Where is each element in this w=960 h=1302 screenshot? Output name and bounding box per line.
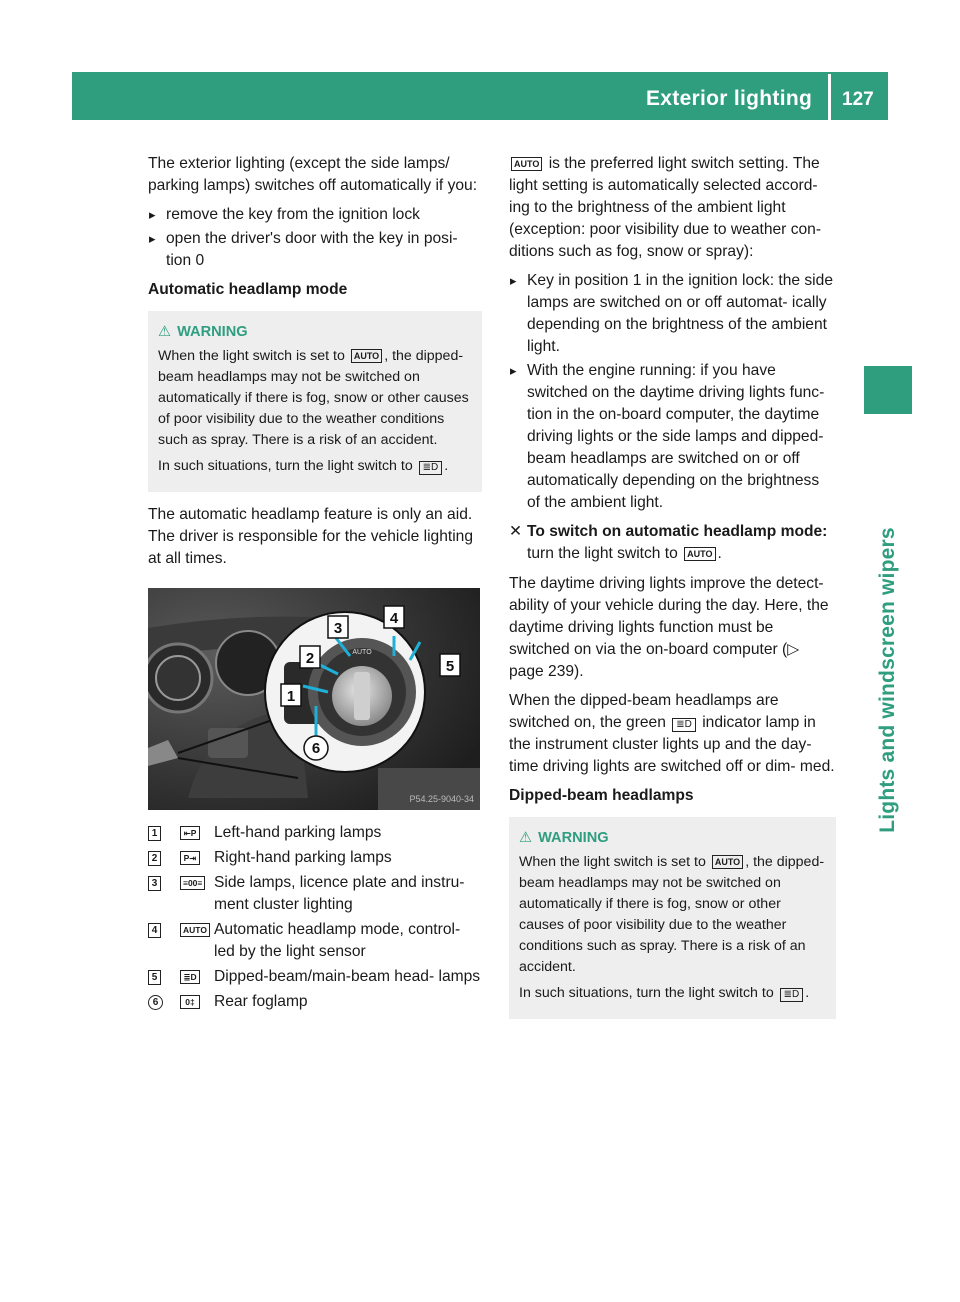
instruction-step: ✕ To switch on automatic headlamp mode: turn the light switch to AUTO . bbox=[509, 523, 828, 562]
aid-paragraph: The automatic headlamp feature is only an aid. The driver is responsible for the vehicle lighting at all times. bbox=[148, 506, 474, 567]
warning-instruction: In such situations, turn the light switch to ≣D . bbox=[519, 985, 810, 1001]
side-lamps-icon: ≡00≡ bbox=[180, 876, 205, 890]
warning-box bbox=[148, 311, 482, 492]
indicator-paragraph: When the dipped-beam headlamps are switched on, the green ≣D indicator lamp in the instrument cluster lights up and the day- time driving lights are switched off or dim- med. bbox=[509, 692, 835, 775]
dashboard-illustration bbox=[148, 588, 480, 810]
dipped-beam-icon: ≣D bbox=[780, 988, 804, 1002]
auto-icon: AUTO bbox=[511, 157, 542, 171]
header-divider bbox=[828, 74, 831, 120]
list-item: ▸ open the driver's door with the key in posi- tion 0 bbox=[148, 228, 482, 272]
legend-item: 6 0‡ Rear foglamp bbox=[148, 991, 482, 1013]
warning-text: When the light switch is set to AUTO , the dipped-beam headlamps may not be switched on automatically if there is fog, snow or other causes of poor visibility due to the weather conditions such as spray. There is a risk of an accident. bbox=[519, 854, 825, 975]
daytime-lights-paragraph: The daytime driving lights improve the detect- ability of your vehicle during the day. Here, the daytime driving lights function must be switched on via the on-board computer (▷ page 239). bbox=[509, 575, 829, 680]
chapter-tab bbox=[864, 366, 912, 414]
left-column bbox=[148, 153, 482, 1016]
callout-5: 5 bbox=[445, 658, 455, 675]
warning-text: When the light switch is set to AUTO , the dipped-beam headlamps may not be switched on automatically if there is fog, snow or other causes of poor visibility due to the weather conditions such as spray. There is a risk of an accident. bbox=[158, 348, 469, 448]
light-switch-photo bbox=[148, 588, 480, 810]
auto-off-conditions bbox=[148, 204, 482, 272]
auto-icon: AUTO bbox=[684, 547, 715, 561]
left-parking-lamp-icon: ⇤P bbox=[180, 826, 200, 840]
chapter-label: Lights and windscreen wipers bbox=[876, 527, 899, 833]
auto-icon: AUTO bbox=[712, 855, 743, 869]
legend-item: 2 P⇥ Right-hand parking lamps bbox=[148, 847, 482, 869]
callout-3: 3 bbox=[333, 620, 343, 637]
subheading-automatic-headlamp: Automatic headlamp mode bbox=[148, 281, 348, 298]
callout-2: 2 bbox=[305, 650, 315, 667]
dipped-beam-icon: ≣D bbox=[180, 970, 200, 984]
list-item: ▸ With the engine running: if you have switched on the daytime driving lights func- tion in the on-board computer, the daytime driving lights or the side lamps and dipped- beam headlamps are switched on or off automatically depending on the brightness of the ambient light. bbox=[509, 360, 836, 514]
warning-triangle-icon: ⚠ bbox=[158, 324, 172, 340]
list-item: ▸ Key in position 1 in the ignition lock: the side lamps are switched on or off automat- ically depending on the brightness of the ambient light. bbox=[509, 270, 836, 358]
warning-triangle-icon: ⚠ bbox=[519, 830, 533, 846]
auto-icon: AUTO bbox=[180, 923, 210, 937]
legend-item: 3 ≡00≡ Side lamps, licence plate and instru- ment cluster lighting bbox=[148, 872, 482, 916]
dipped-beam-icon: ≣D bbox=[419, 461, 443, 475]
warning-instruction: In such situations, turn the light switch to ≣D . bbox=[158, 458, 449, 474]
step-arrow-icon: ✕ bbox=[509, 523, 523, 540]
photo-code: P54.25-9040-34 bbox=[409, 794, 474, 804]
switch-legend bbox=[148, 822, 482, 1013]
rear-foglamp-icon: 0‡ bbox=[180, 995, 200, 1009]
right-column bbox=[509, 153, 836, 1031]
subheading-dipped-beam: Dipped-beam headlamps bbox=[509, 787, 694, 804]
list-item: ▸ remove the key from the ignition lock bbox=[148, 204, 482, 226]
legend-item: 1 ⇤P Left-hand parking lamps bbox=[148, 822, 482, 844]
svg-text:AUTO: AUTO bbox=[352, 649, 372, 656]
intro-paragraph: The exterior lighting (except the side lamps/ parking lamps) switches off automatically if you: bbox=[148, 155, 478, 194]
page-number: 127 bbox=[842, 89, 874, 110]
warning-title: ⚠ WARNING bbox=[519, 828, 826, 849]
auto-conditions bbox=[509, 270, 836, 514]
callout-6: 6 bbox=[311, 740, 321, 757]
callout-4: 4 bbox=[389, 610, 399, 627]
auto-icon: AUTO bbox=[351, 349, 382, 363]
preferred-setting-paragraph: AUTO is the preferred light switch setting. The light setting is automatically selected accord- ing to the brightness of the ambient light (exception: poor visibility due to weather con- ditions such as fog, snow or spray): bbox=[509, 155, 822, 260]
legend-item: 4 AUTO Automatic headlamp mode, control- led by the light sensor bbox=[148, 919, 482, 963]
right-parking-lamp-icon: P⇥ bbox=[180, 851, 200, 865]
warning-box bbox=[509, 817, 836, 1019]
warning-title: ⚠ WARNING bbox=[158, 322, 472, 343]
section-title: Exterior lighting bbox=[646, 87, 813, 110]
callout-1: 1 bbox=[286, 688, 296, 705]
legend-item: 5 ≣D Dipped-beam/main-beam head- lamps bbox=[148, 966, 482, 988]
dipped-beam-icon: ≣D bbox=[672, 718, 696, 732]
